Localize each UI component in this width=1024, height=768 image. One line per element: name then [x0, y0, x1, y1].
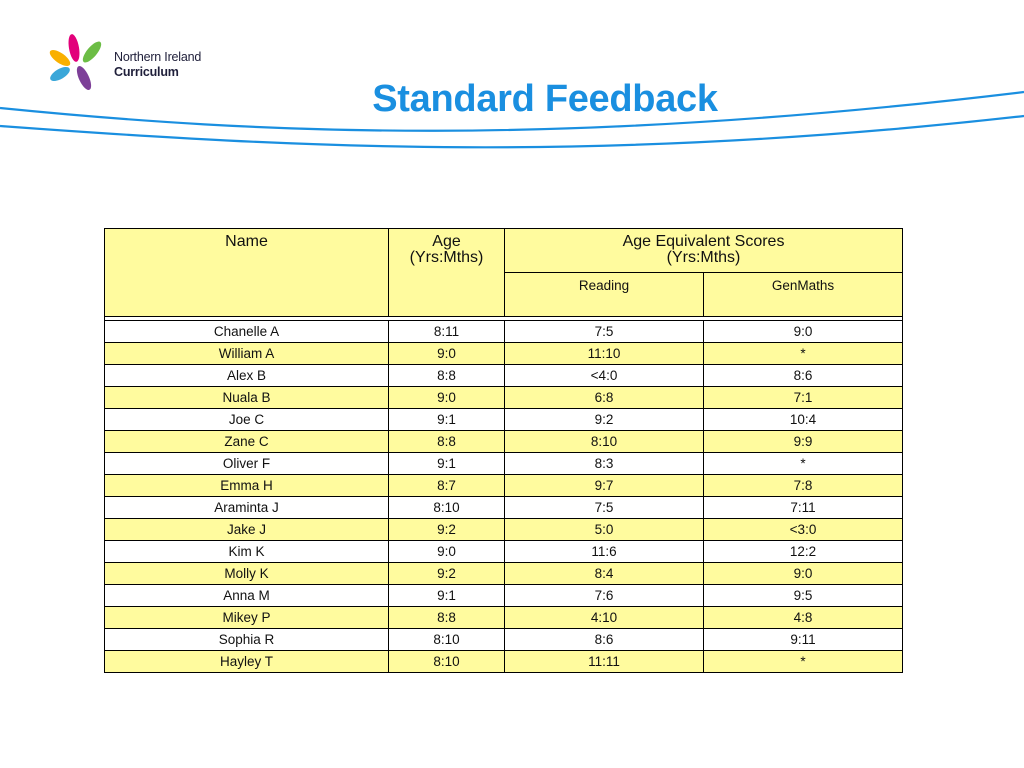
cell-reading: <4:0	[505, 365, 704, 387]
cell-genmaths: 10:4	[704, 409, 903, 431]
header-age: Age (Yrs:Mths)	[389, 229, 505, 317]
cell-name: Hayley T	[105, 651, 389, 673]
cell-age: 9:1	[389, 409, 505, 431]
table-row	[105, 541, 903, 563]
header-genmaths: GenMaths	[704, 273, 903, 317]
cell-age: 8:8	[389, 607, 505, 629]
cell-reading: 6:8	[505, 387, 704, 409]
cell-reading: 7:6	[505, 585, 704, 607]
page-title: Standard Feedback	[372, 78, 718, 120]
cell-reading: 8:10	[505, 431, 704, 453]
cell-reading: 4:10	[505, 607, 704, 629]
table-row	[105, 607, 903, 629]
cell-genmaths: *	[704, 453, 903, 475]
cell-age: 8:8	[389, 365, 505, 387]
cell-age: 9:2	[389, 519, 505, 541]
cell-name: William A	[105, 343, 389, 365]
cell-genmaths: <3:0	[704, 519, 903, 541]
cell-reading: 11:11	[505, 651, 704, 673]
cell-reading: 8:6	[505, 629, 704, 651]
cell-name: Molly K	[105, 563, 389, 585]
cell-genmaths: 9:0	[704, 563, 903, 585]
cell-name: Araminta J	[105, 497, 389, 519]
table-row	[105, 453, 903, 475]
table-row	[105, 519, 903, 541]
header-age-equivalent-scores: Age Equivalent Scores (Yrs:Mths)	[505, 229, 903, 273]
cell-name: Chanelle A	[105, 321, 389, 343]
table-row	[105, 431, 903, 453]
cell-genmaths: 7:1	[704, 387, 903, 409]
cell-reading: 8:4	[505, 563, 704, 585]
cell-name: Alex B	[105, 365, 389, 387]
cell-genmaths: 4:8	[704, 607, 903, 629]
cell-name: Kim K	[105, 541, 389, 563]
cell-reading: 7:5	[505, 321, 704, 343]
cell-name: Jake J	[105, 519, 389, 541]
cell-reading: 8:3	[505, 453, 704, 475]
cell-age: 9:0	[389, 343, 505, 365]
cell-age: 9:1	[389, 453, 505, 475]
cell-name: Emma H	[105, 475, 389, 497]
cell-genmaths: 9:9	[704, 431, 903, 453]
logo-line-1: Northern Ireland	[114, 50, 202, 64]
table-row	[105, 475, 903, 497]
cell-reading: 9:2	[505, 409, 704, 431]
cell-reading: 11:10	[505, 343, 704, 365]
cell-age: 9:1	[389, 585, 505, 607]
cell-genmaths: *	[704, 651, 903, 673]
cell-genmaths: *	[704, 343, 903, 365]
table-row	[105, 563, 903, 585]
scores-table	[104, 228, 903, 673]
cell-age: 9:0	[389, 541, 505, 563]
cell-genmaths: 9:0	[704, 321, 903, 343]
cell-reading: 5:0	[505, 519, 704, 541]
cell-age: 8:10	[389, 651, 505, 673]
cell-name: Anna M	[105, 585, 389, 607]
cell-name: Nuala B	[105, 387, 389, 409]
cell-reading: 7:5	[505, 497, 704, 519]
header-reading: Reading	[505, 273, 704, 317]
table-row	[105, 585, 903, 607]
table-row	[105, 497, 903, 519]
cell-genmaths: 7:8	[704, 475, 903, 497]
cell-name: Oliver F	[105, 453, 389, 475]
cell-age: 9:0	[389, 387, 505, 409]
cell-age: 8:8	[389, 431, 505, 453]
cell-age: 8:7	[389, 475, 505, 497]
table-row	[105, 365, 903, 387]
cell-age: 9:2	[389, 563, 505, 585]
cell-age: 8:10	[389, 629, 505, 651]
header-name: Name	[105, 229, 389, 317]
cell-name: Sophia R	[105, 629, 389, 651]
table-row	[105, 409, 903, 431]
cell-name: Mikey P	[105, 607, 389, 629]
cell-name: Zane C	[105, 431, 389, 453]
cell-name: Joe C	[105, 409, 389, 431]
cell-reading: 9:7	[505, 475, 704, 497]
cell-genmaths: 12:2	[704, 541, 903, 563]
cell-genmaths: 9:11	[704, 629, 903, 651]
cell-age: 8:11	[389, 321, 505, 343]
cell-genmaths: 9:5	[704, 585, 903, 607]
cell-reading: 11:6	[505, 541, 704, 563]
cell-genmaths: 8:6	[704, 365, 903, 387]
table-row	[105, 343, 903, 365]
cell-genmaths: 7:11	[704, 497, 903, 519]
table-row	[105, 387, 903, 409]
table-row	[105, 321, 903, 343]
table-row	[105, 629, 903, 651]
table-row	[105, 651, 903, 673]
cell-age: 8:10	[389, 497, 505, 519]
logo-line-2: Curriculum	[114, 65, 179, 79]
